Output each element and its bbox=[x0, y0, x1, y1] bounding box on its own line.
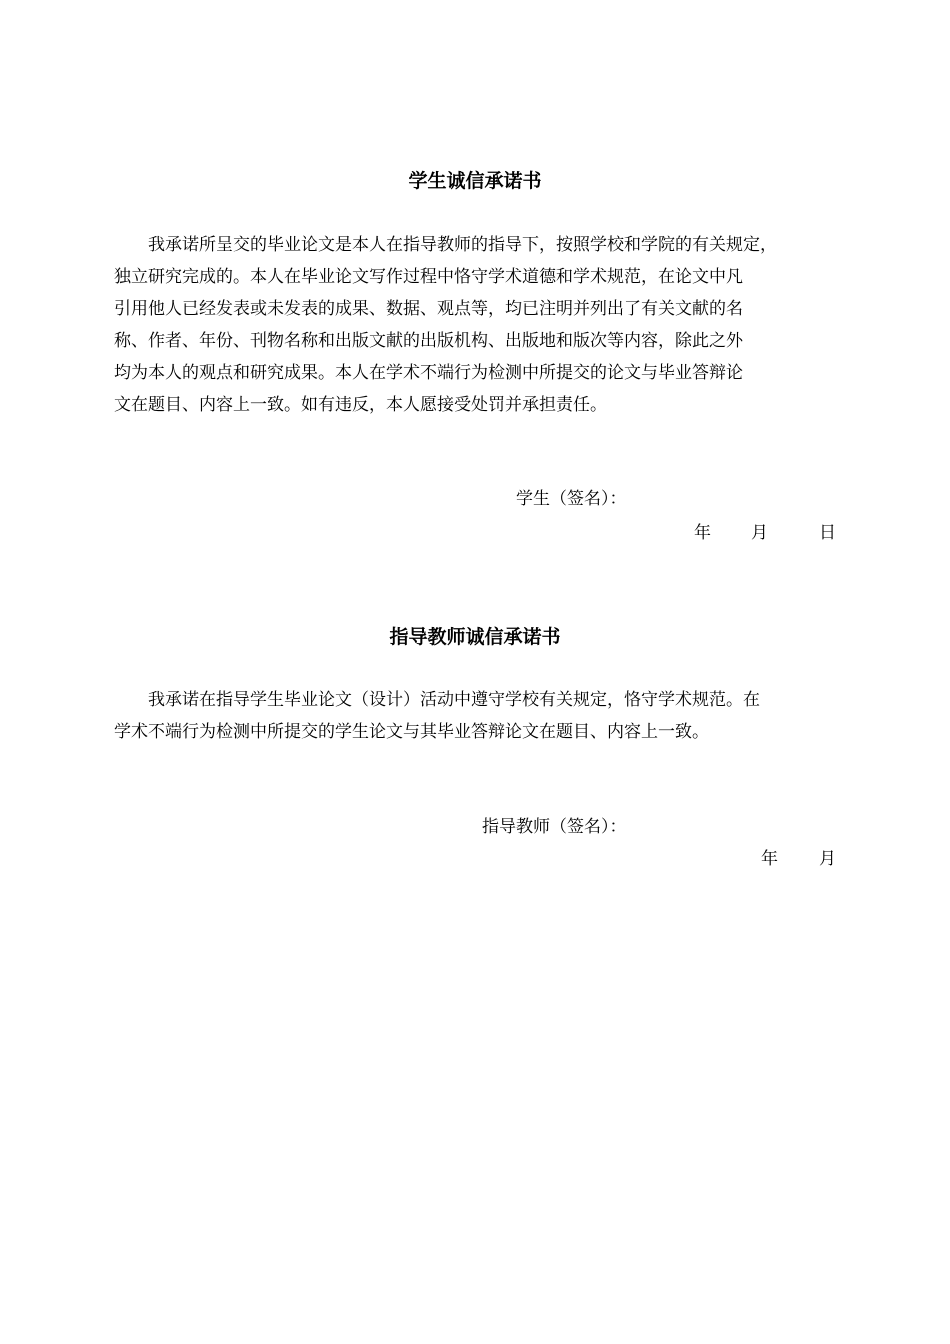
date-day-label: 日 bbox=[819, 523, 836, 543]
paragraph-line: 学术不端行为检测中所提交的学生论文与其毕业答辩论文在题目、内容上一致。 bbox=[114, 722, 709, 742]
student-signature-label: 学生（签名）： bbox=[516, 489, 627, 509]
paragraph-line: 文在题目、内容上一致。如有违反，本人愿接受处罚并承担责任。 bbox=[114, 395, 607, 415]
paragraph-line: 独立研究完成的。本人在毕业论文写作过程中恪守学术道德和学术规范，在论文中凡 bbox=[114, 267, 743, 287]
paragraph-line: 称、作者、年份、刊物名称和出版文献的出版机构、出版地和版次等内容，除此之外 bbox=[114, 331, 743, 351]
teacher-signature-label: 指导教师（签名）： bbox=[482, 817, 627, 837]
paragraph-line: 均为本人的观点和研究成果。本人在学术不端行为检测中所提交的论文与毕业答辩论 bbox=[114, 363, 743, 383]
paragraph-line: 我承诺所呈交的毕业论文是本人在指导教师的指导下，按照学校和学院的有关规定， bbox=[148, 235, 777, 255]
paragraph-line: 引用他人已经发表或未发表的成果、数据、观点等，均已注明并列出了有关文献的名 bbox=[114, 299, 743, 319]
paragraph-line: 我承诺在指导学生毕业论文（设计）活动中遵守学校有关规定，恪守学术规范。在 bbox=[148, 690, 760, 710]
student-pledge-paragraph bbox=[114, 229, 777, 421]
date-month-label: 月 bbox=[751, 523, 768, 543]
date-month-label: 月 bbox=[819, 849, 836, 869]
teacher-pledge-paragraph bbox=[114, 684, 760, 748]
teacher-pledge-title: 指导教师诚信承诺书 bbox=[389, 626, 561, 648]
date-year-label: 年 bbox=[694, 523, 711, 543]
date-year-label: 年 bbox=[761, 849, 778, 869]
student-pledge-title: 学生诚信承诺书 bbox=[408, 170, 542, 192]
